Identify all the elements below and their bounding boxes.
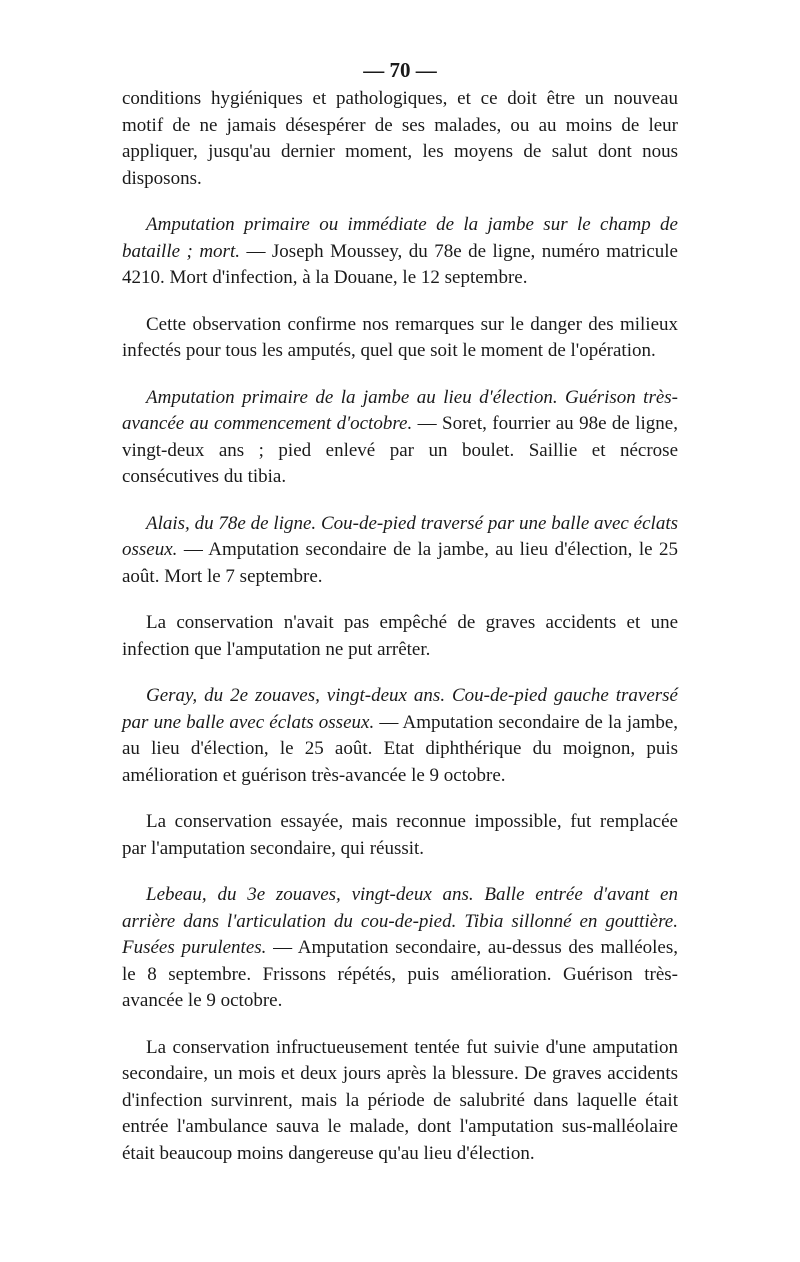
case-soret-heading: Amputation primaire de la jambe au lieu d'élection. Guérison très-avancée au commencement d'octobre. [122,386,678,434]
case-geray [122,683,678,789]
case-soret-text: — Soret, fourrier au 98e de ligne, vingt-deux ans ; pied enlevé par un boulet. Saillie et nécrose consécutives du tibia. [122,413,678,487]
paragraph-commentary-3-text: La conservation essayée, mais reconnue impossible, fut remplacée par l'amputation secondaire, qui réussit. [122,811,678,859]
case-lebeau-heading: Lebeau, du 3e zouaves, vingt-deux ans. Balle entrée d'avant en arrière dans l'articulation du cou-de-pied. Tibia sillonné en gouttière. Fusées purulentes. [122,884,678,958]
paragraph-commentary-2 [122,610,678,663]
case-moussey-text: — Joseph Moussey, du 78e de ligne, numéro matricule 4210. Mort d'infection, à la Douane, le 12 septembre. [122,240,678,288]
paragraph-1 [122,86,678,192]
case-moussey-heading: Amputation primaire ou immédiate de la jambe sur le champ de bataille ; mort. [122,214,678,262]
page-number: — 70 — [363,58,437,82]
case-lebeau [122,882,678,1015]
case-geray-heading: Geray, du 2e zouaves, vingt-deux ans. Cou-de-pied gauche traversé par une balle avec éclats osseux. [122,685,678,733]
case-moussey [122,212,678,292]
paragraph-commentary-4-text: La conservation infructueusement tentée fut suivie d'une amputation secondaire, un mois et deux jours après la blessure. De graves accidents d'infection survinrent, mais la période de salubrité dans laquelle était entrée l'ambulance sauva le malade, dont l'amputation sus-malléolaire était beaucoup moins dangereuse qu'au lieu d'élection. [122,1036,678,1164]
case-alais-text: — Amputation secondaire de la jambe, au lieu d'élection, le 25 août. Mort le 7 septembre. [122,539,678,587]
case-alais [122,511,678,591]
page-body [122,56,678,1187]
case-alais-heading: Alais, du 78e de ligne. Cou-de-pied traversé par une balle avec éclats osseux. [122,512,678,560]
paragraph-commentary-3 [122,809,678,862]
paragraph-commentary-1-text: Cette observation confirme nos remarques sur le danger des milieux infectés pour tous les amputés, quel que soit le moment de l'opération. [122,313,678,361]
case-soret [122,385,678,491]
paragraph-commentary-2-text: La conservation n'avait pas empêché de graves accidents et une infection que l'amputation ne put arrêter. [122,612,678,660]
paragraph-commentary-1 [122,312,678,365]
paragraph-commentary-4 [122,1035,678,1168]
paragraph-1-text: conditions hygiéniques et pathologiques, et ce doit être un nouveau motif de ne jamais désespérer de ses malades, ou au moins de leur appliquer, jusqu'au dernier moment, les moyens de salut dont nous disposons. [122,88,678,189]
case-geray-text: — Amputation secondaire de la jambe, au lieu d'élection, le 25 août. Etat diphthérique du moignon, puis amélioration et guérison très-avancée le 9 octobre. [122,711,678,786]
case-lebeau-text: — Amputation secondaire, au-dessus des malléoles, le 8 septembre. Frissons répétés, puis amélioration. Guérison très-avancée le 9 octobre. [122,937,678,1011]
